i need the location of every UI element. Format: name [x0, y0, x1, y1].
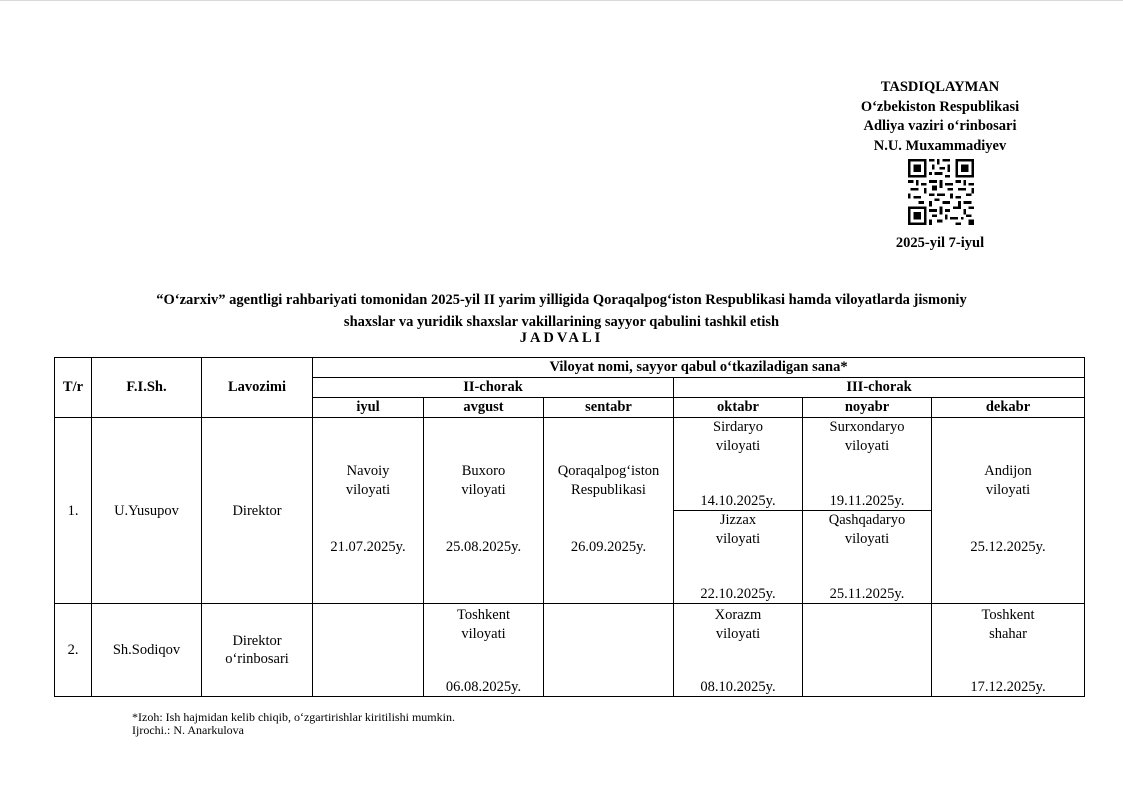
- cell-place: Toshkent: [981, 607, 1035, 623]
- cell-place: Jizzax: [719, 512, 757, 528]
- header-group: Viloyat nomi, sayyor qabul o‘tkaziladigan sana*: [313, 358, 1085, 378]
- header-fish: F.I.Sh.: [92, 358, 202, 418]
- approval-line-position: Adliya vaziri o‘rinbosari: [863, 118, 1017, 134]
- cell-iyul: [313, 604, 424, 697]
- cell-place: viloyati: [715, 531, 761, 547]
- table-row: [55, 604, 1085, 697]
- header-month-dekabr: dekabr: [932, 398, 1085, 418]
- cell-place: viloyati: [715, 626, 761, 642]
- row-name: Sh.Sodiqov: [92, 604, 202, 697]
- cell-place: viloyati: [461, 626, 506, 642]
- subcell-noyabr-1: [803, 418, 931, 511]
- cell-avgust: [424, 418, 544, 604]
- cell-date: 21.07.2025y.: [330, 539, 406, 555]
- header-month-oktabr: oktabr: [674, 398, 803, 418]
- cell-dekabr: [932, 418, 1085, 604]
- cell-date: 19.11.2025y.: [829, 493, 905, 509]
- cell-date: 17.12.2025y.: [970, 679, 1046, 695]
- cell-date: 08.10.2025y.: [700, 679, 776, 695]
- document-subtitle: JADVALI: [519, 330, 604, 346]
- cell-date: 06.08.2025y.: [445, 679, 522, 695]
- approval-block: [820, 78, 1060, 156]
- cell-place: Buxoro: [461, 463, 506, 479]
- header-month-iyul: iyul: [313, 398, 424, 418]
- header-month-noyabr: noyabr: [803, 398, 932, 418]
- cell-place: Surxondaryo: [829, 419, 905, 435]
- header-quarter-3: III-chorak: [674, 378, 1085, 398]
- cell-place: shahar: [989, 626, 1027, 642]
- cell-place: Sirdaryo: [713, 419, 763, 435]
- footnote-executor: Ijrochi.: N. Anarkulova: [132, 723, 244, 737]
- qr-code-icon: [908, 159, 974, 225]
- row-role-line: Direktor: [232, 633, 282, 649]
- cell-avgust: [424, 604, 544, 697]
- cell-sentabr: [544, 418, 674, 604]
- cell-place: viloyati: [844, 438, 890, 454]
- row-role: [202, 604, 313, 697]
- cell-place: Respublikasi: [571, 482, 646, 498]
- cell-noyabr: [803, 604, 932, 697]
- cell-oktabr: [674, 604, 803, 697]
- footnote-note: *Izoh: Ish hajmidan kelib chiqib, o‘zgartirishlar kiritilishi mumkin.: [132, 710, 455, 724]
- header-row-1: [55, 358, 1085, 378]
- cell-date: 26.09.2025y.: [570, 539, 647, 555]
- cell-place: viloyati: [345, 482, 391, 498]
- header-month-avgust: avgust: [424, 398, 544, 418]
- cell-date: 14.10.2025y.: [700, 493, 776, 509]
- top-border-line: [0, 0, 1123, 1]
- row-number: 1.: [55, 418, 92, 604]
- cell-dekabr: [932, 604, 1085, 697]
- row-role: Direktor: [202, 418, 313, 604]
- cell-oktabr: [674, 418, 803, 604]
- footnote: [132, 711, 455, 737]
- subcell-oktabr-2: [674, 511, 802, 603]
- cell-place: viloyati: [461, 482, 506, 498]
- table-row: [55, 418, 1085, 604]
- subcell-noyabr-2: [803, 511, 931, 603]
- approval-heading: TASDIQLAYMAN: [880, 79, 1000, 95]
- cell-place: Xorazm: [714, 607, 762, 623]
- header-month-sentabr: sentabr: [544, 398, 674, 418]
- cell-place: Qashqadaryo: [828, 512, 906, 528]
- approval-line-country: O‘zbekiston Respublikasi: [860, 98, 1020, 115]
- cell-noyabr: [803, 418, 932, 604]
- cell-date: 25.12.2025y.: [970, 539, 1046, 555]
- header-quarter-2: II-chorak: [313, 378, 674, 398]
- cell-place: viloyati: [715, 438, 761, 454]
- row-name: U.Yusupov: [92, 418, 202, 604]
- cell-place: Qoraqalpog‘iston: [557, 463, 660, 479]
- title-line-1: “O‘zarxiv” agentligi rahbariyati tomonidan 2025-yil II yarim yilligida Qoraqalpog‘iston Respublikasi hamda viloyatlarda jismoniy: [156, 292, 967, 308]
- schedule-table: [54, 357, 1085, 697]
- cell-place: viloyati: [844, 531, 890, 547]
- cell-date: 22.10.2025y.: [700, 586, 776, 602]
- cell-iyul: [313, 418, 424, 604]
- header-tr: T/r: [55, 358, 92, 418]
- cell-date: 25.11.2025y.: [829, 586, 905, 602]
- row-number: 2.: [55, 604, 92, 697]
- cell-sentabr: [544, 604, 674, 697]
- cell-place: Navoiy: [346, 463, 390, 479]
- cell-place: viloyati: [985, 482, 1031, 498]
- title-line-2: shaxslar va yuridik shaxslar vakillarining sayyor qabulini tashkil etish: [343, 313, 780, 330]
- cell-date: 25.08.2025y.: [445, 539, 522, 555]
- cell-place: Andijon: [984, 463, 1032, 479]
- header-lavozimi: Lavozimi: [202, 358, 313, 418]
- subcell-oktabr-1: [674, 418, 802, 511]
- document-title: [40, 290, 1083, 333]
- row-role-line: o‘rinbosari: [225, 651, 289, 667]
- approval-line-signatory: N.U. Muxammadiyev: [873, 137, 1007, 154]
- approval-date: 2025-yil 7-iyul: [895, 235, 985, 251]
- cell-place: Toshkent: [457, 607, 510, 623]
